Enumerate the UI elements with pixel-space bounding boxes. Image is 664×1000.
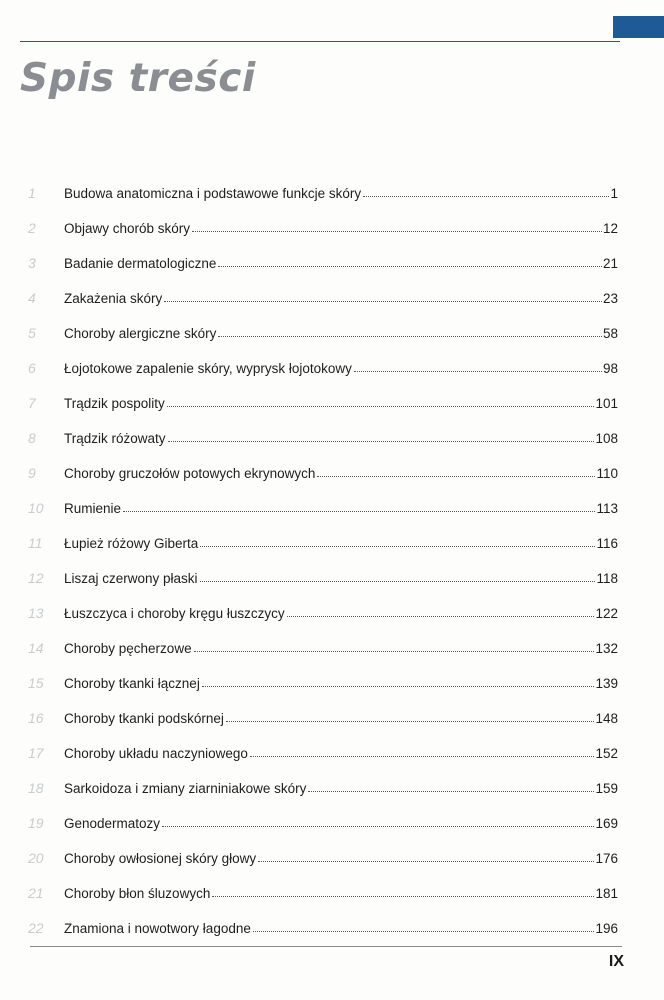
chapter-number: 4: [28, 290, 36, 306]
bottom-divider: [30, 946, 622, 947]
table-of-contents: [28, 166, 618, 936]
dot-leader: [164, 301, 602, 302]
chapter-title: Sarkoidoza i zmiany ziarniniakowe skóry: [64, 781, 307, 796]
chapter-title: Budowa anatomiczna i podstawowe funkcje skóry: [64, 186, 362, 201]
dot-leader: [218, 266, 602, 267]
page-title: Spis treści: [20, 56, 256, 101]
dot-leader: [192, 231, 602, 232]
toc-entry[interactable]: [28, 901, 618, 936]
dot-leader: [200, 546, 595, 547]
chapter-page-number: 116: [596, 536, 618, 551]
toc-entry[interactable]: [28, 761, 618, 796]
toc-entry[interactable]: [28, 201, 618, 236]
toc-entry[interactable]: [28, 586, 618, 621]
dot-leader: [363, 196, 609, 197]
dot-leader: [168, 441, 595, 442]
chapter-page-number: 118: [596, 571, 618, 586]
dot-leader: [167, 406, 595, 407]
toc-entry[interactable]: [28, 411, 618, 446]
dot-leader: [250, 756, 595, 757]
dot-leader: [253, 931, 595, 932]
chapter-title: Zakażenia skóry: [64, 291, 163, 306]
toc-entry[interactable]: [28, 306, 618, 341]
dot-leader: [218, 336, 602, 337]
chapter-number: 17: [28, 745, 44, 761]
dot-leader: [287, 616, 595, 617]
chapter-number: 13: [28, 605, 44, 621]
chapter-number: 14: [28, 640, 44, 656]
chapter-page-number: 108: [595, 431, 618, 446]
chapter-number: 21: [28, 885, 44, 901]
chapter-title: Trądzik pospolity: [64, 396, 165, 411]
chapter-title: Badanie dermatologiczne: [64, 256, 217, 271]
toc-entry[interactable]: [28, 271, 618, 306]
chapter-page-number: 113: [596, 501, 618, 516]
dot-leader: [194, 651, 595, 652]
dot-leader: [226, 721, 595, 722]
chapter-number: 11: [28, 535, 43, 551]
chapter-number: 1: [28, 185, 36, 201]
chapter-page-number: 132: [595, 641, 618, 656]
chapter-page-number: 139: [595, 676, 618, 691]
chapter-number: 12: [28, 570, 44, 586]
chapter-number: 9: [28, 465, 36, 481]
chapter-page-number: 176: [595, 851, 618, 866]
chapter-number: 20: [28, 850, 44, 866]
toc-entry[interactable]: [28, 656, 618, 691]
chapter-number: 16: [28, 710, 44, 726]
chapter-title: Choroby gruczołów potowych ekrynowych: [64, 466, 316, 481]
dot-leader: [200, 581, 596, 582]
chapter-page-number: 196: [595, 921, 618, 936]
chapter-page-number: 21: [602, 256, 618, 271]
chapter-title: Choroby alergiczne skóry: [64, 326, 217, 341]
chapter-number: 15: [28, 675, 44, 691]
dot-leader: [162, 826, 594, 827]
chapter-page-number: 98: [602, 361, 618, 376]
chapter-number: 7: [28, 395, 36, 411]
chapter-page-number: 169: [595, 816, 618, 831]
chapter-number: 18: [28, 780, 44, 796]
chapter-number: 8: [28, 430, 36, 446]
toc-entry[interactable]: [28, 166, 618, 201]
dot-leader: [308, 791, 594, 792]
chapter-page-number: 110: [596, 466, 618, 481]
chapter-page-number: 152: [595, 746, 618, 761]
corner-color-block: [613, 16, 664, 38]
chapter-title: Łupież różowy Giberta: [64, 536, 199, 551]
toc-entry[interactable]: [28, 516, 618, 551]
top-divider: [20, 41, 620, 42]
chapter-number: 3: [28, 255, 36, 271]
chapter-title: Choroby błon śluzowych: [64, 886, 211, 901]
chapter-page-number: 58: [602, 326, 618, 341]
toc-entry[interactable]: [28, 376, 618, 411]
toc-entry[interactable]: [28, 341, 618, 376]
chapter-page-number: 148: [595, 711, 618, 726]
chapter-number: 10: [28, 500, 44, 516]
chapter-number: 2: [28, 220, 36, 236]
toc-entry[interactable]: [28, 796, 618, 831]
chapter-page-number: 181: [595, 886, 618, 901]
dot-leader: [202, 686, 595, 687]
chapter-title: Liszaj czerwony płaski: [64, 571, 198, 586]
toc-entry[interactable]: [28, 691, 618, 726]
dot-leader: [212, 896, 594, 897]
dot-leader: [123, 511, 595, 512]
chapter-title: Choroby tkanki podskórnej: [64, 711, 224, 726]
page-number: IX: [608, 953, 624, 970]
chapter-number: 22: [28, 920, 44, 936]
chapter-title: Znamiona i nowotwory łagodne: [64, 921, 251, 936]
toc-entry[interactable]: [28, 866, 618, 901]
chapter-title: Łuszczyca i choroby kręgu łuszczycy: [64, 606, 285, 621]
dot-leader: [354, 371, 602, 372]
chapter-title: Rumienie: [64, 501, 122, 516]
chapter-page-number: 101: [595, 396, 618, 411]
chapter-title: Łojotokowe zapalenie skóry, wyprysk łojotokowy: [64, 361, 352, 376]
chapter-number: 6: [28, 360, 36, 376]
toc-entry[interactable]: [28, 831, 618, 866]
chapter-page-number: 159: [595, 781, 618, 796]
dot-leader: [317, 476, 595, 477]
toc-entry[interactable]: [28, 551, 618, 586]
toc-entry[interactable]: [28, 446, 618, 481]
chapter-title: Choroby pęcherzowe: [64, 641, 192, 656]
dot-leader: [258, 861, 594, 862]
chapter-page-number: 1: [610, 186, 618, 201]
chapter-title: Genodermatozy: [64, 816, 161, 831]
chapter-number: 19: [28, 815, 44, 831]
chapter-title: Objawy chorób skóry: [64, 221, 191, 236]
toc-entry[interactable]: [28, 726, 618, 761]
chapter-title: Trądzik różowaty: [64, 431, 166, 446]
toc-entry[interactable]: [28, 621, 618, 656]
chapter-title: Choroby tkanki łącznej: [64, 676, 200, 691]
chapter-page-number: 12: [602, 221, 618, 236]
chapter-title: Choroby owłosionej skóry głowy: [64, 851, 257, 866]
chapter-number: 5: [28, 325, 36, 341]
chapter-page-number: 23: [602, 291, 618, 306]
toc-entry[interactable]: [28, 236, 618, 271]
toc-entry[interactable]: [28, 481, 618, 516]
chapter-title: Choroby układu naczyniowego: [64, 746, 248, 761]
chapter-page-number: 122: [595, 606, 618, 621]
